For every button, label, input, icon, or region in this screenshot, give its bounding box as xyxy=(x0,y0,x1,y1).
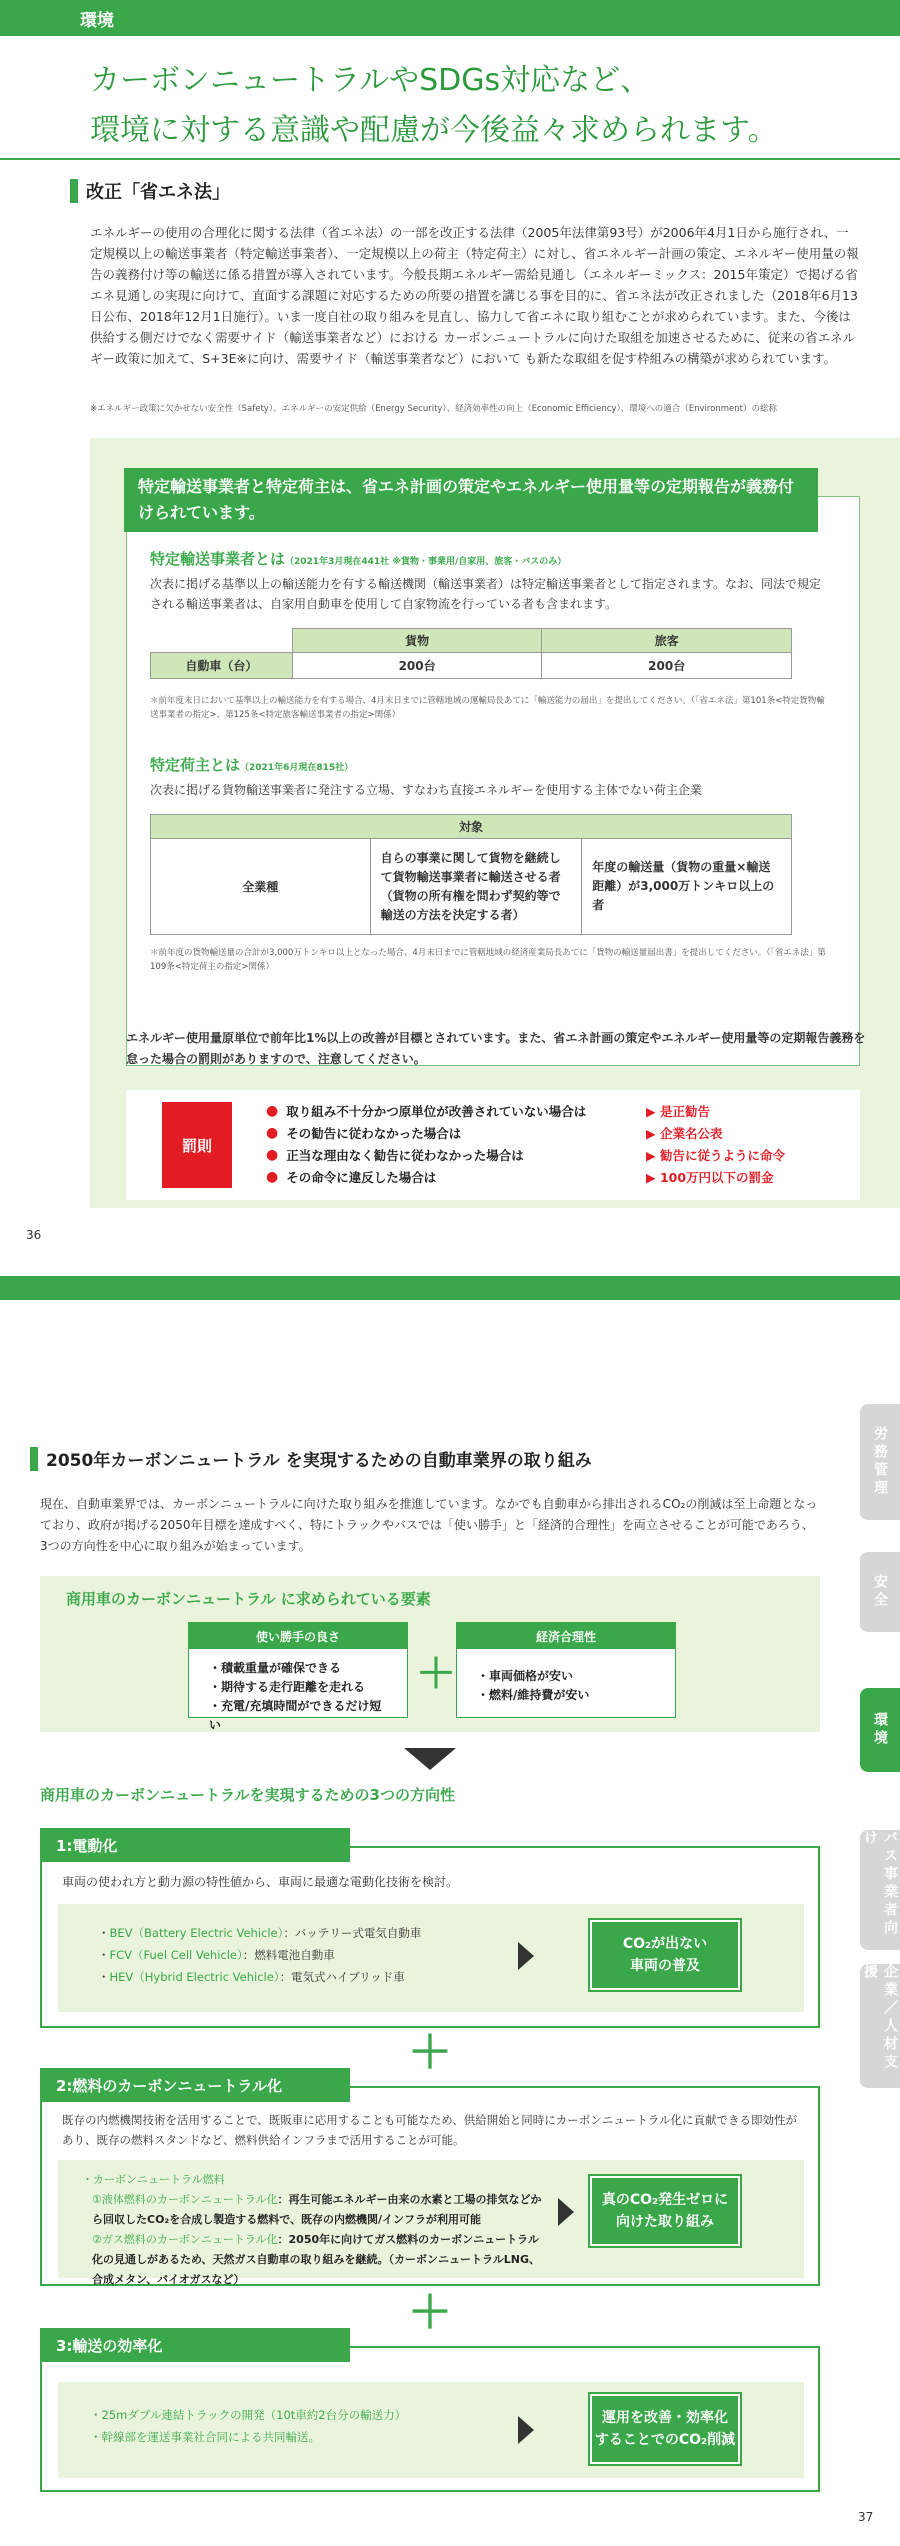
right-arrow-icon xyxy=(518,1942,534,1970)
energy-law-box-title: 特定輸送事業者と特定荷主は、省エネ計画の策定やエネルギー使用量等の定期報告が義務付けられています。 xyxy=(124,468,818,532)
item-text: ：2050年に向けてガス燃料のカーボンニュートラル化の見通しがあるため、天然ガス自動車の取り組みを継続。（カーボンニュートラルLNG、合成メタン、バイオガスなど） xyxy=(92,2233,540,2286)
carrier-description: 次表に掲げる基準以上の輸送能力を有する輸送機関（輸送事業者）は特定輸送事業者として指定されます。なお、同法で規定される輸送事業者は、自家用自動車を使用して自家物流を行っている者も含まれます。 xyxy=(150,577,822,611)
direction-2-item-2 xyxy=(82,2230,542,2290)
penalty-condition-text: その命令に違反した場合は xyxy=(286,1170,437,1185)
item-label: ②ガス燃料のカーボンニュートラル化 xyxy=(92,2233,278,2246)
carrier-table-cargo-value: 200台 xyxy=(292,653,542,679)
carrier-table-row-label: 自動車（台） xyxy=(151,653,293,679)
penalty-result-3: ▶ 勧告に従うように命令 xyxy=(646,1147,785,1163)
section-title: 改正「省エネ法」 xyxy=(86,182,230,203)
item-desc: ：電気式ハイブリッド車 xyxy=(279,1970,405,1984)
carrier-table-col-cargo: 貨物 xyxy=(292,629,542,653)
plus-icon: ＋ xyxy=(408,2027,452,2078)
page2-section-title: 2050年カーボンニュートラル を実現するための自動車業界の取り組み xyxy=(46,1451,592,1471)
direction-3-item: ・幹線部を運送事業社合同による共同輸送。 xyxy=(90,2430,320,2444)
direction-2-item-1 xyxy=(82,2190,542,2230)
page-number-36: 36 xyxy=(26,1228,42,1242)
direction-2-list xyxy=(82,2170,542,2290)
result-line-1: 運用を改善・効率化 xyxy=(602,2410,728,2426)
top-green-bar xyxy=(0,0,900,36)
carrier-table-col-passenger: 旅客 xyxy=(542,629,792,653)
bullet-icon: ● xyxy=(266,1125,279,1141)
item-desc: ：バッテリー式電気自動車 xyxy=(283,1926,422,1940)
economic-list xyxy=(457,1649,675,1715)
shipper-table-condition-1: 自らの事業に関して貨物を継続して貨物輸送事業者に輸送させる者（貨物の所有権を問わず契約等で輸送の方法を決定する者） xyxy=(370,839,582,935)
hero-title xyxy=(90,56,850,156)
energy-law-box xyxy=(90,438,900,1208)
goal-text: エネルギー使用量原単位で前年比1%以上の改善が目標とされています。また、省エネ計画の策定やエネルギー使用量等の定期報告義務を怠った場合の罰則がありますので、注意してください。 xyxy=(126,1031,866,1066)
item-text: ：再生可能エネルギー由来の水素と工場の排気などから回収したCO₂を合成し製造する燃料で、既存の内燃機関/インフラが利用可能 xyxy=(92,2193,542,2226)
penalty-label: 罰則 xyxy=(162,1102,232,1188)
result-line-1: CO₂が出ない xyxy=(622,1936,708,1952)
economic-header: 経済合理性 xyxy=(457,1623,675,1649)
shipper-table-condition-2: 年度の輸送量（貨物の重量×輸送距離）が3,000万トンキロ以上の者 xyxy=(582,839,792,935)
economic-item: ・燃料/維持費が安い xyxy=(477,1688,590,1702)
carrier-title: 特定輸送事業者とは xyxy=(150,550,286,568)
direction-1-result xyxy=(590,1920,740,1990)
carrier-heading xyxy=(150,548,566,569)
bullet-icon: ● xyxy=(266,1169,279,1185)
heading-bar xyxy=(30,1447,38,1471)
penalty-area xyxy=(126,1090,860,1200)
shipper-title: 特定荷主とは xyxy=(150,756,241,774)
direction-2-head: ・カーボンニュートラル燃料 xyxy=(82,2173,225,2186)
penalty-result-4: ▶ 100万円以下の罰金 xyxy=(646,1169,774,1185)
economic-item: ・車両価格が安い xyxy=(477,1669,574,1683)
result-line-2: 車両の普及 xyxy=(630,1958,700,1974)
penalty-condition-3 xyxy=(266,1144,524,1166)
side-tab-safety[interactable]: 安全 xyxy=(860,1552,900,1632)
usability-header: 使い勝手の良さ xyxy=(189,1623,407,1649)
item-label: ①液体燃料のカーボンニュートラル化 xyxy=(92,2193,278,2206)
direction-3-tag: 3:輸送の効率化 xyxy=(40,2328,350,2362)
item-desc: ：燃料電池自動車 xyxy=(242,1948,335,1962)
penalty-result-text: 勧告に従うように命令 xyxy=(659,1148,785,1163)
penalty-result-text: 是正勧告 xyxy=(659,1104,710,1119)
shipper-description: 次表に掲げる貨物輸送事業者に発注する立場、すなわち直接エネルギーを使用する主体でない荷主企業 xyxy=(150,783,703,797)
requirements-box xyxy=(40,1576,820,1732)
penalty-condition-1 xyxy=(266,1100,586,1122)
economic-card xyxy=(456,1622,676,1718)
direction-1-item: ・HEV（Hybrid Electric Vehicle）：電気式ハイブリッド車 xyxy=(98,1970,405,1984)
penalty-condition-text: 正当な理由なく勧告に従わなかった場合は xyxy=(286,1148,524,1163)
side-tab-labor[interactable]: 労務管理 xyxy=(860,1404,900,1520)
direction-2-desc: 既存の内燃機関技術を活用することで、既販車に応用することも可能なため、供給開始と同時にカーボンニュートラル化に貢献できる即効性があり、既存の燃料スタンドなど、燃料供給インフラまで活用することが可能。 xyxy=(62,2113,797,2147)
direction-3-item: ・25mダブル連結トラックの開発（10t車約2台分の輸送力） xyxy=(90,2408,407,2422)
direction-3-item-text: 25mダブル連結トラックの開発（10t車約2台分の輸送力） xyxy=(101,2408,407,2422)
direction-3-item-text: 幹線部を運送事業社合同による共同輸送。 xyxy=(101,2430,320,2444)
direction-1-item: ・BEV（Battery Electric Vehicle）：バッテリー式電気自動車 xyxy=(98,1926,422,1940)
shipper-table-header: 対象 xyxy=(151,815,792,839)
penalty-condition-2 xyxy=(266,1122,461,1144)
result-line-1: 真のCO₂発生ゼロに xyxy=(601,2192,729,2208)
penalty-result-text: 100万円以下の罰金 xyxy=(659,1170,774,1185)
intro-footnote: ※エネルギー政策に欠かせない安全性（Safety）、エネルギーの安定供給（Energy Security）、経済効率性の向上（Economic Efficiency）、環境への適合（Environment）の総称 xyxy=(90,404,777,414)
usability-card xyxy=(188,1622,408,1732)
shipper-note: （2021年6月現在815社） xyxy=(240,763,354,773)
shipper-table xyxy=(150,814,792,935)
hero-title-line-2: 環境に対する意識や配慮が今後益々求められます。 xyxy=(90,113,778,148)
usability-item-text: 充電/充填時間ができるだけ短い xyxy=(209,1699,382,1732)
economic-item-text: 車両価格が安い xyxy=(489,1669,574,1683)
penalty-result-text: 企業名公表 xyxy=(659,1126,723,1141)
carrier-footnote: ＊前年度末日において基準以上の輸送能力を有する場合、4月末日までに管轄地域の運輸局長あてに「輸送能力の届出」を提出してください。（「省エネ法」第101条<特定貨物輸送事業者の指定>、第125条<特定旅客輸送事業者の指定>関係） xyxy=(150,696,825,720)
carrier-note: （2021年3月現在441社 ※貨物・事業用/自家用、旅客・バスのみ） xyxy=(285,557,567,567)
heading-bar xyxy=(70,179,78,203)
penalty-condition-4 xyxy=(266,1166,436,1188)
category-tag: 環境 xyxy=(80,10,114,31)
requirements-title: 商用車のカーボンニュートラル に求められている要素 xyxy=(66,1590,431,1608)
page2-section-heading xyxy=(30,1446,592,1471)
side-tab-bus[interactable]: バス事業者向け xyxy=(860,1830,900,1950)
page2-top-green-bar xyxy=(0,1276,900,1300)
section-heading xyxy=(70,178,230,204)
shipper-footnote: ＊前年度の貨物輸送量の合計が3,000万トンキロ以上となった場合、4月末日までに管轄地域の経済産業局長あてに「貨物の輸送量届出書」を提出してください。（「省エネ法」第109条<特定荷主の指定>関係） xyxy=(150,948,826,972)
item-abbr: BEV（Battery Electric Vehicle） xyxy=(109,1926,284,1940)
direction-2-head-text: カーボンニュートラル燃料 xyxy=(93,2173,225,2186)
penalty-condition-text: その勧告に従わなかった場合は xyxy=(286,1126,462,1141)
page2-intro: 現在、自動車業界では、カーボンニュートラルに向けた取り組みを推進しています。なかでも自動車から排出されるCO₂の削減は至上命題となっており、政府が掲げる2050年目標を達成すべく、特にトラックやバスでは「使い勝手」と「経済的合理性」を両立させることが可能であろう、3つの方向性を中心に取り組みが始まっています。 xyxy=(40,1497,818,1553)
direction-1-tag: 1:電動化 xyxy=(40,1828,350,1862)
direction-3-list xyxy=(90,2404,510,2448)
direction-1-item: ・FCV（Fuel Cell Vehicle）：燃料電池自動車 xyxy=(98,1948,335,1962)
result-line-2: することでのCO₂削減 xyxy=(594,2432,736,2448)
usability-item-text: 積載重量が確保できる xyxy=(221,1661,342,1675)
side-tab-environment[interactable]: 環境 xyxy=(860,1688,900,1772)
page-number-37: 37 xyxy=(858,2510,874,2524)
directions-title: 商用車のカーボンニュートラルを実現するための3つの方向性 xyxy=(40,1786,455,1804)
hero-underline xyxy=(0,158,900,160)
result-line-2: 向けた取り組み xyxy=(616,2214,714,2230)
direction-3-result xyxy=(590,2394,740,2464)
usability-item: ・期待する走行距離を走れる xyxy=(209,1680,366,1694)
right-arrow-icon xyxy=(518,2416,534,2444)
penalty-condition-text: 取り組み不十分かつ原単位が改善されていない場合は xyxy=(286,1104,587,1119)
bullet-icon: ● xyxy=(266,1103,279,1119)
plus-icon: ＋ xyxy=(408,2287,452,2338)
carrier-table-corner xyxy=(151,629,293,653)
intro-paragraph: エネルギーの使用の合理化に関する法律（省エネ法）の一部を改正する法律（2005年法律第93号）が2006年4月1日から施行され、一定規模以上の輸送事業者（特定輸送事業者）、一定規模以上の荷主（特定荷主）に対し、省エネルギー計画の策定、エネルギー使用量の報告の義務付け等の輸送に係る措置が導入されています。今般長期エネルギー需給見通し（エネルギーミックス：2015年策定）で掲げる省エネ見通しの実現に向けて、直面する課題に対応するための所要の措置を講じる事を目的に、省エネ法が改正されました（2018年6月13日公布、2018年12月1日施行）。いま一度自社の取り組みを見直し、協力して省エネに取り組むことが求められています。また、今後は供給する側だけでなく需要サイド（輸送事業者など）における カーボンニュートラルに向けた取組を加速させるために、従来の省エネルギー政策に加えて、S+3E※に向け、需要サイド（輸送事業者など）において も新たな取組を促す枠組みの構築が求められています。 xyxy=(90,225,859,366)
shipper-table-row-label: 全業種 xyxy=(151,839,371,935)
down-arrow-icon xyxy=(404,1748,456,1770)
direction-2-result xyxy=(590,2176,740,2246)
usability-list xyxy=(189,1649,407,1745)
direction-1-desc: 車両の使われ方と動力源の特性値から、車両に最適な電動化技術を検討。 xyxy=(62,1875,459,1889)
item-abbr: FCV（Fuel Cell Vehicle） xyxy=(109,1948,243,1962)
economic-item-text: 燃料/維持費が安い xyxy=(489,1688,590,1702)
shipper-heading xyxy=(150,754,353,775)
bullet-icon: ● xyxy=(266,1147,279,1163)
side-tab-support[interactable]: 企業／人材支援 xyxy=(860,1964,900,2088)
penalty-result-1: ▶ 是正勧告 xyxy=(646,1103,710,1119)
right-arrow-icon xyxy=(558,2198,574,2226)
direction-1-list xyxy=(98,1922,498,1988)
carrier-table xyxy=(150,628,792,679)
usability-item-text: 期待する走行距離を走れる xyxy=(221,1680,366,1694)
penalty-result-2: ▶ 企業名公表 xyxy=(646,1125,723,1141)
usability-item: ・積載重量が確保できる xyxy=(209,1661,342,1675)
plus-icon: ＋ xyxy=(416,1651,456,1697)
hero-title-line-1: カーボンニュートラルやSDGs対応など、 xyxy=(90,63,651,98)
item-abbr: HEV（Hybrid Electric Vehicle） xyxy=(109,1970,280,1984)
carrier-table-passenger-value: 200台 xyxy=(542,653,792,679)
usability-item: ・充電/充填時間ができるだけ短い xyxy=(209,1699,382,1732)
direction-2-tag: 2:燃料のカーボンニュートラル化 xyxy=(40,2068,350,2102)
